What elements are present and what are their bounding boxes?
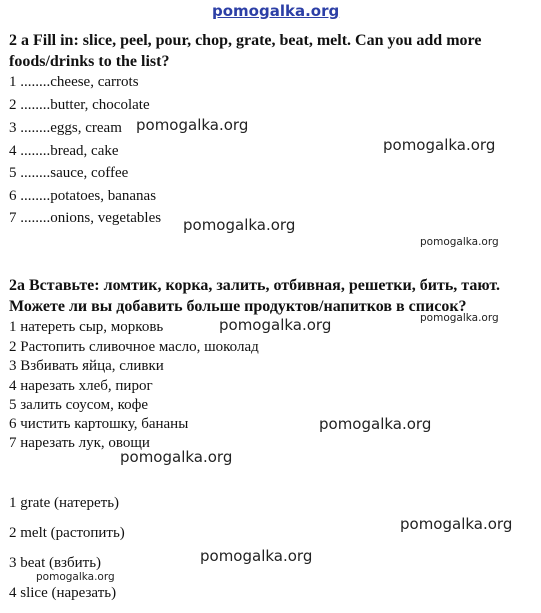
answer-item: 2 melt (растопить) [9, 525, 125, 541]
russian-item: 2 Растопить сливочное масло, шоколад [9, 339, 259, 355]
english-item: 1 ........cheese, carrots [9, 74, 139, 90]
english-item: 3 ........eggs, cream [9, 120, 122, 136]
watermark: pomogalka.org [420, 312, 499, 324]
site-link[interactable]: pomogalka.org [212, 2, 340, 20]
watermark: pomogalka.org [136, 116, 249, 134]
russian-item: 1 натереть сыр, морковь [9, 319, 164, 335]
english-item: 2 ........butter, chocolate [9, 97, 150, 113]
english-item: 7 ........onions, vegetables [9, 210, 162, 226]
russian-heading-line1: 2а Вставьте: ломтик, корка, залить, отбивная, решетки, бить, тают. [9, 277, 500, 294]
russian-item: 5 залить соусом, кофе [9, 397, 148, 413]
answer-item: 1 grate (натереть) [9, 495, 120, 511]
watermark: pomogalka.org [219, 316, 332, 334]
watermark: pomogalka.org [120, 448, 233, 466]
watermark: pomogalka.org [420, 236, 499, 248]
watermark: pomogalka.org [383, 136, 496, 154]
watermark: pomogalka.org [319, 415, 432, 433]
english-item: 6 ........potatoes, bananas [9, 188, 157, 204]
english-heading-line1: 2 a Fill in: slice, peel, pour, chop, grate, beat, melt. Can you add more [9, 32, 482, 49]
watermark: pomogalka.org [400, 515, 513, 533]
english-item: 4 ........bread, cake [9, 143, 119, 159]
answer-item: 4 slice (нарезать) [9, 585, 117, 601]
russian-heading-line2: Можете ли вы добавить больше продуктов/напитков в список? [9, 298, 467, 315]
russian-item: 6 чистить картошку, бананы [9, 416, 189, 432]
english-heading-line2: foods/drinks to the list? [9, 53, 170, 70]
watermark: pomogalka.org [200, 547, 313, 565]
russian-item: 3 Взбивать яйца, сливки [9, 358, 164, 374]
russian-item: 4 нарезать хлеб, пирог [9, 378, 153, 394]
answer-item: 3 beat (взбить) [9, 555, 102, 571]
watermark: pomogalka.org [36, 571, 115, 583]
russian-item: 7 нарезать лук, овощи [9, 435, 150, 451]
watermark: pomogalka.org [183, 216, 296, 234]
english-item: 5 ........sauce, coffee [9, 165, 129, 181]
